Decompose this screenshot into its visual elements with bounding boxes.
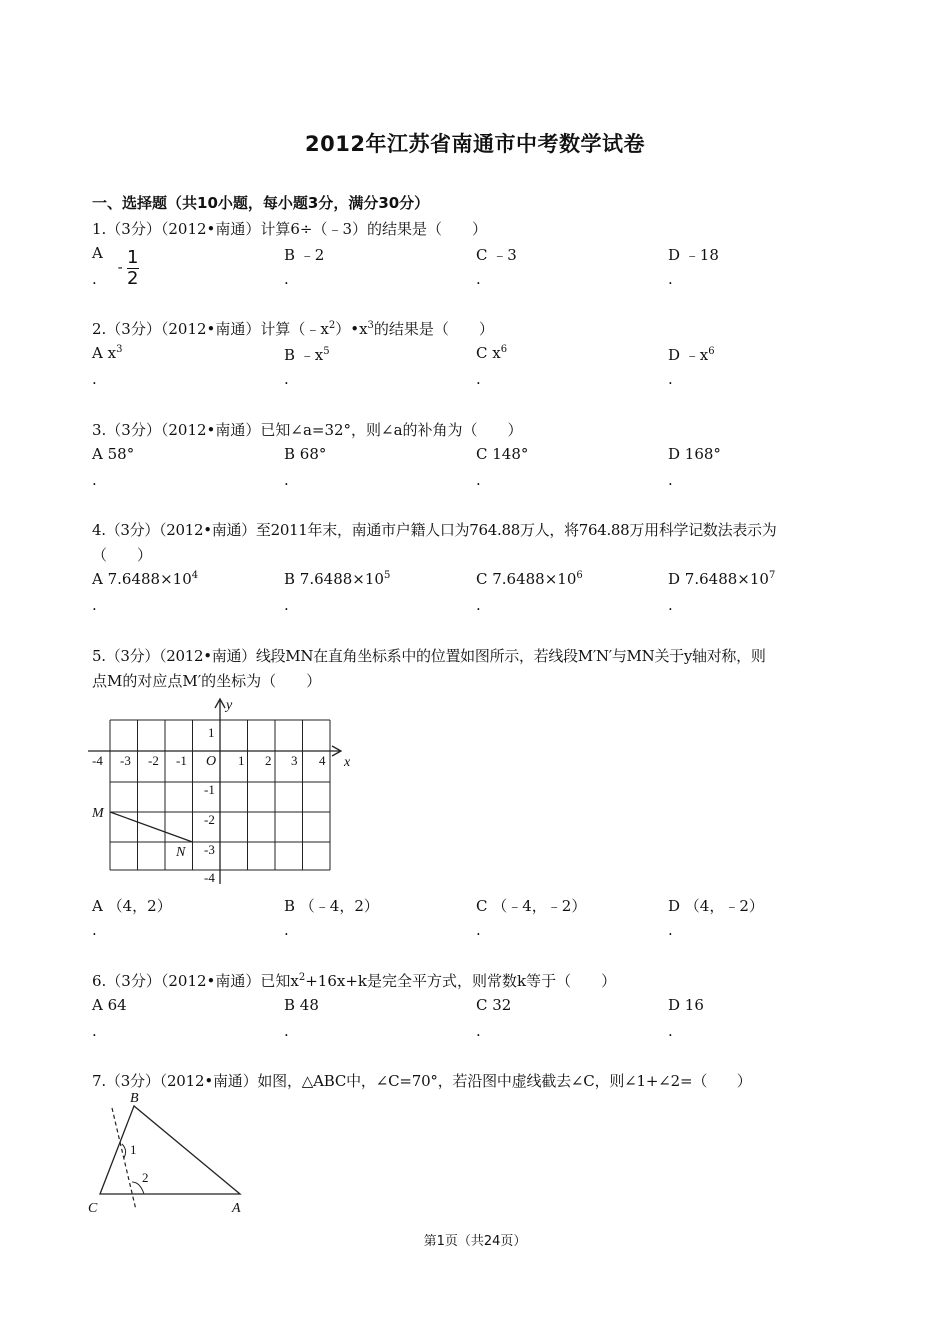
option-dot: .: [476, 370, 481, 388]
triangle-abc: [100, 1106, 240, 1194]
segment-mn: [110, 812, 193, 842]
coordinate-grid-figure: [88, 694, 358, 886]
y-tick-label: 1: [208, 725, 215, 740]
option-dot: .: [476, 921, 481, 939]
question-5-stem-cont: 点M的对应点M′的坐标为（ ）: [92, 672, 322, 690]
option-dot: .: [476, 270, 481, 288]
question-7-stem: 7.（3分）（2012•南通）如图，△ABC中，∠C=70°，若沿图中虚线截去∠C，则∠1+∠2=（ ）: [92, 1072, 752, 1090]
q1-option-b: B ﹣2: [284, 246, 325, 264]
x-tick-label: 3: [291, 753, 298, 768]
x-tick-label: 2: [265, 753, 272, 768]
vertex-c-label: C: [88, 1201, 98, 1216]
y-tick-label: -1: [204, 782, 215, 797]
question-4-stem-cont: （ ）: [92, 546, 153, 564]
q3-option-c: C 148°: [476, 445, 529, 463]
y-axis-label: y: [226, 698, 233, 713]
section-header: 一、选择题（共10小题，每小题3分，满分30分）: [92, 194, 430, 212]
option-dot: .: [668, 270, 673, 288]
q1-option-a: A - 1 2: [92, 244, 139, 289]
option-dot: .: [92, 471, 97, 489]
page-footer: 第1页（共24页）: [423, 1234, 527, 1249]
y-tick-label: -2: [204, 812, 215, 827]
point-n-label: N: [176, 845, 186, 860]
option-dot: .: [668, 921, 673, 939]
y-tick-label: -4: [204, 870, 215, 885]
option-dot: .: [668, 370, 673, 388]
option-dot: .: [284, 596, 289, 614]
q3-option-b: B 68°: [284, 445, 327, 463]
point-m-label: M: [92, 806, 104, 821]
option-dot: .: [668, 1022, 673, 1040]
x-tick-label: 1: [238, 753, 245, 768]
option-dot: .: [284, 1022, 289, 1040]
triangle-figure: [84, 1086, 254, 1218]
q6-option-c: C 32: [476, 996, 512, 1014]
option-dot: .: [284, 370, 289, 388]
vertex-b-label: B: [130, 1091, 139, 1106]
option-dot: .: [668, 471, 673, 489]
option-dot: .: [92, 921, 97, 939]
dashed-cut-line: [112, 1108, 136, 1210]
q6-option-b: B 48: [284, 996, 319, 1014]
q2-option-a: A $x^3$: [92, 344, 123, 362]
q1-option-c: C ﹣3: [476, 246, 517, 264]
q4-option-c: C $7.6488\times 10^6$: [476, 570, 583, 588]
q4-option-a: A $7.6488\times 10^4$: [92, 570, 199, 588]
x-axis-label: x: [344, 755, 351, 770]
q3-option-a: A 58°: [92, 445, 135, 463]
q4-option-d: D $7.6488\times 10^7$: [668, 570, 776, 588]
origin-label: O: [206, 754, 217, 769]
question-6-stem: 6.（3分）（2012•南通）已知$x^2+16x+k$是完全平方式，则常数k等于（ ）: [92, 972, 617, 990]
option-dot: .: [284, 921, 289, 939]
question-1-stem: 1.（3分）（2012•南通）计算6÷（﹣3）的结果是（ ）: [92, 220, 488, 238]
question-3-stem: 3.（3分）（2012•南通）已知∠a=32°，则∠a的补角为（ ）: [92, 421, 523, 439]
option-dot: .: [284, 270, 289, 288]
q1-option-d: D ﹣18: [668, 246, 719, 264]
option-dot: .: [92, 370, 97, 388]
q2-option-b: B $﹣x^5$: [284, 346, 330, 364]
q6-option-d: D 16: [668, 996, 704, 1014]
q5-option-a: A （4，2）: [92, 897, 172, 915]
option-dot: .: [668, 596, 673, 614]
q3-option-d: D 168°: [668, 445, 721, 463]
x-tick-label: 4: [319, 753, 326, 768]
question-2-stem: 2.（3分）（2012•南通）计算$(﹣x^2)•x^3$的结果是（ ）: [92, 320, 494, 338]
question-5-stem: 5.（3分）（2012•南通）线段MN在直角坐标系中的位置如图所示，若线段M′N′与MN关于y轴对称，则: [92, 647, 766, 665]
angle-2-label: 2: [142, 1170, 149, 1185]
q5-option-c: C （﹣4，﹣2）: [476, 897, 587, 915]
option-dot: .: [476, 1022, 481, 1040]
option-dot: .: [476, 471, 481, 489]
q6-option-a: A 64: [92, 996, 127, 1014]
question-4-stem: 4.（3分）（2012•南通）至2011年末，南通市户籍人口为764.88万人，将764.88万用科学记数法表示为: [92, 521, 777, 539]
x-tick-label: -3: [120, 753, 131, 768]
option-dot: .: [284, 471, 289, 489]
option-dot: .: [476, 596, 481, 614]
option-dot: .: [92, 596, 97, 614]
page-title: 2012年江苏省南通市中考数学试卷: [305, 132, 645, 156]
y-tick-label: -3: [204, 842, 215, 857]
q4-option-b: B $7.6488\times 10^5$: [284, 570, 391, 588]
q1-fraction: - 1 2: [117, 246, 139, 289]
q5-option-b: B （﹣4，2）: [284, 897, 379, 915]
angle-1-label: 1: [130, 1142, 137, 1157]
q2-option-c: C $x^6$: [476, 344, 508, 362]
option-dot: .: [92, 270, 97, 288]
q2-option-d: D $﹣x^6$: [668, 346, 715, 364]
x-tick-label: -2: [148, 753, 159, 768]
x-tick-label: -1: [176, 753, 187, 768]
option-dot: .: [92, 1022, 97, 1040]
x-tick-label: -4: [92, 753, 103, 768]
q5-option-d: D （4，﹣2）: [668, 897, 764, 915]
vertex-a-label: A: [232, 1201, 241, 1216]
